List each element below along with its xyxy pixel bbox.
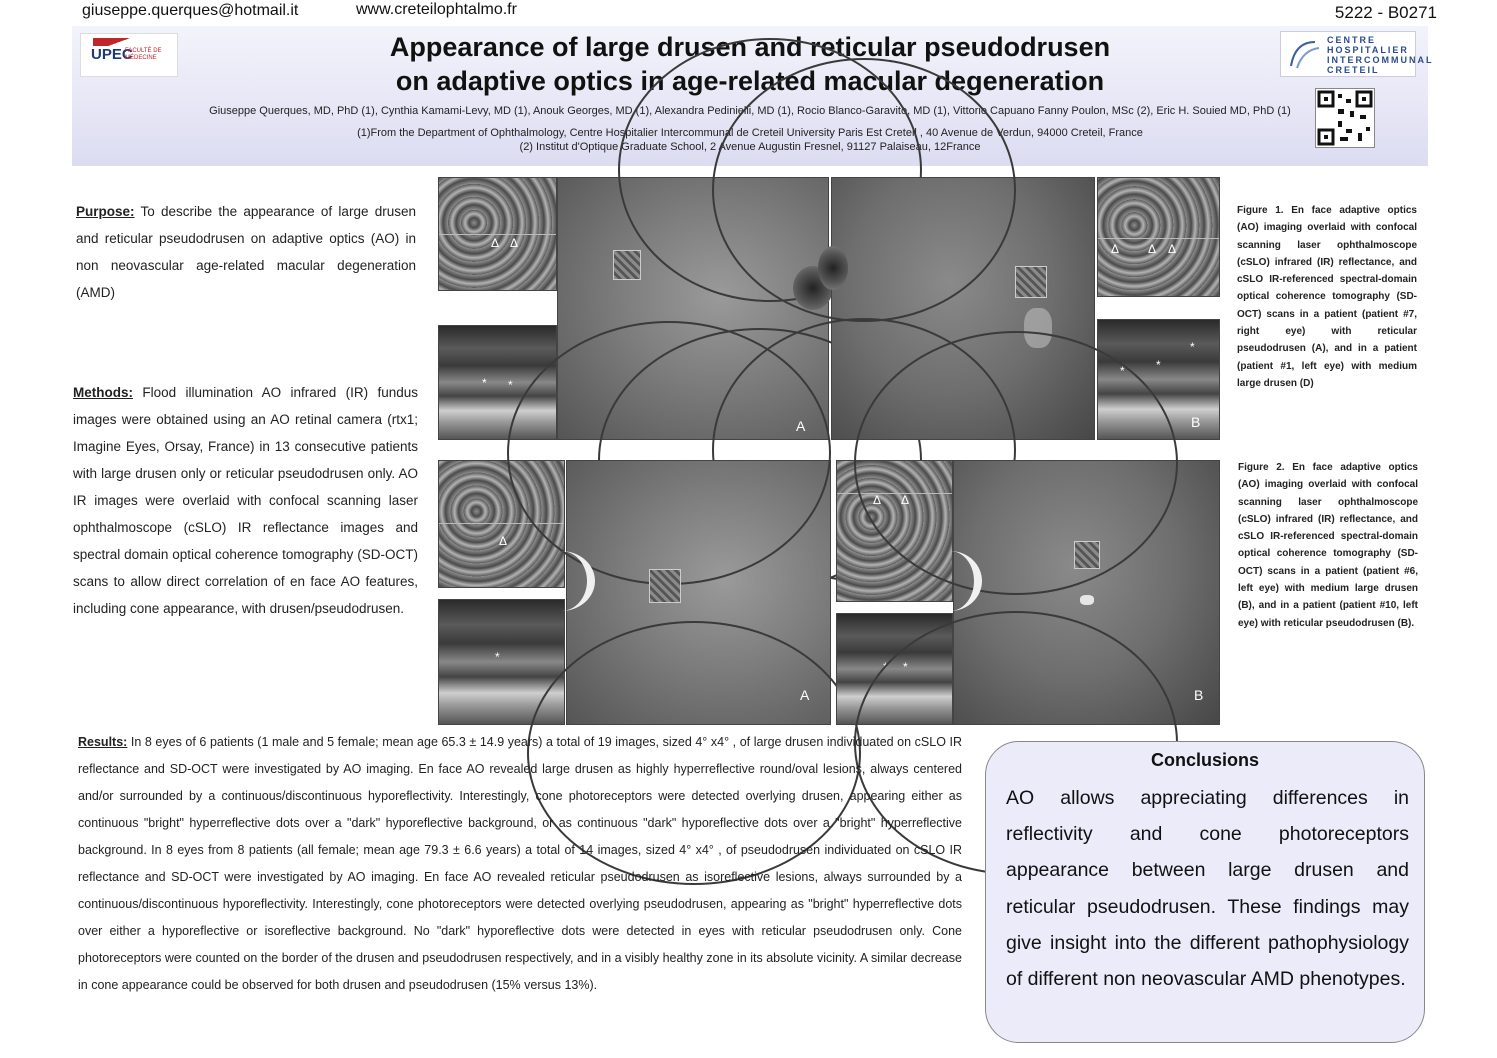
upec-logo-text: UPEC: [91, 46, 133, 63]
results-label: Results:: [78, 735, 128, 749]
asterisk-marker: *: [482, 376, 487, 390]
figure-2: [438, 460, 1220, 724]
panel-letter-b: B: [1194, 687, 1204, 703]
title-line-1: Appearance of large drusen and reticular pseudodrusen: [389, 32, 1111, 62]
asterisk-marker: *: [903, 660, 908, 674]
chic-line: HOSPITALIER: [1327, 45, 1409, 55]
retinal-vessel: [712, 58, 1016, 322]
chic-line: INTERCOMMUNAL: [1327, 55, 1434, 65]
affiliation-2: (2) Institut d'Optique Graduate School, 2 Avenue Augustin Fresnel, 91127 Palaiseau, 12France: [519, 141, 981, 153]
chic-logo-mark-icon: [1285, 36, 1323, 72]
scan-line: [439, 234, 556, 235]
asterisk-marker: *: [1190, 340, 1195, 354]
triangle-marker: Δ: [901, 493, 910, 507]
poster-id: 5222 - B0271: [1334, 3, 1437, 22]
qr-code[interactable]: [1315, 88, 1375, 148]
panel-letter-a: A: [796, 418, 806, 434]
triangle-marker: Δ: [1111, 242, 1120, 256]
triangle-marker: Δ: [510, 236, 519, 250]
optic-disc: [527, 551, 595, 611]
figure-2-caption: Figure 2. En face adaptive optics (AO) imaging overlaid with confocal scanning laser ophthalmoscope (cSLO) infrared (IR) reflectance, and cSLO IR-referenced spectral-domain optical coherence tomography (SD-OCT) scans in a patient (patient #6, left eye) with medium large drusen (B), and in a patient (patient #10, left eye) with reticular pseudodrusen (B).: [1238, 462, 1418, 629]
purpose-section: [76, 198, 416, 306]
ao-overlay-patch: [613, 250, 641, 280]
website-url[interactable]: www.creteilophtalmo.fr: [356, 1, 517, 18]
fig2a-fundus-image: [566, 460, 831, 725]
optic-disc: [818, 246, 848, 290]
chic-line: CRETEIL: [1327, 65, 1380, 75]
triangle-marker: Δ: [1148, 242, 1157, 256]
results-section: [78, 729, 962, 999]
ao-overlay-patch: [1015, 266, 1047, 298]
triangle-marker: Δ: [873, 493, 882, 507]
author-list: Giuseppe Querques, MD, PhD (1), Cynthia Kamami-Levy, MD (1), Anouk Georges, MD (1), Alexandra Pedinielli, MD (1), Rocio Blanco-Garavito, MD (1), Vittorio Capuano Fanny Poulon, MSc (2), Eric H. Souied MD, PhD (1): [209, 105, 1291, 117]
panel-letter-b: B: [1191, 414, 1201, 430]
optic-disc: [918, 551, 982, 611]
purpose-label: Purpose:: [76, 204, 135, 219]
affiliation-1: (1)From the Department of Ophthalmology, Centre Hospitalier Intercommunal de Creteil University Paris Est Creteil , 40 Avenue de Verdun, 94000 Creteil, France: [357, 127, 1143, 139]
triangle-marker: Δ: [1168, 242, 1177, 256]
purpose-text: To describe the appearance of large drusen and reticular pseudodrusen on adaptive optics (AO) in non neovascular age-related macular degeneration (AMD): [76, 204, 416, 300]
asterisk-marker: *: [495, 650, 500, 664]
chic-logo: [1280, 31, 1434, 77]
asterisk-marker: *: [1156, 358, 1161, 372]
fig2b-fundus-image: [953, 460, 1220, 725]
methods-text: Flood illumination AO infrared (IR) fundus images were obtained using an AO retinal camera (rtx1; Imagine Eyes, Orsay, France) in 13 consecutive patients with large drusen only or reticular pseudodrusen only. AO IR images were overlaid with confocal scanning laser ophthalmoscope (cSLO) IR reflectance images and spectral domain optical coherence tomography (SD-OCT) scans to allow direct correlation of en face AO features, including cone appearance, with drusen/pseudodrusen.: [73, 385, 418, 616]
ao-overlay-patch: [1074, 541, 1100, 569]
contact-email: giuseppe.querques@hotmail.it: [82, 2, 299, 19]
retinal-vessel: [507, 321, 831, 585]
retinal-vessel: [854, 331, 1178, 595]
panel-letter-a: A: [800, 687, 810, 703]
figure-1-caption: Figure 1. En face adaptive optics (AO) imaging overlaid with confocal scanning laser ophthalmoscope (cSLO) infrared (IR) reflectance, and cSLO IR-referenced spectral-domain optical coherence tomography (SD-OCT) scans in a patient (patient #7, right eye) with reticular pseudodrusen (A), and in a patient (patient #1, left eye) with medium large drusen (D): [1237, 205, 1417, 389]
conclusions-title: Conclusions: [1150, 750, 1259, 770]
chic-logo-text: [1327, 35, 1434, 75]
results-text: In 8 eyes of 6 patients (1 male and 5 female; mean age 65.3 ± 14.9 years) a total of 19 images, sized 4° x4° , of large drusen individuated on cSLO IR reflectance and SD-OCT were investigated by AO imaging. En face AO revealed large drusen as highly hyperreflective round/oval lesions, always centered and/or surrounded by a continuous/discontinuous hyporeflectivity. Interestingly, cone photoreceptors were detected overlying drusen, appearing either as continuous "bright" hyperreflective dots over a "dark" hyporeflective background, or as continuous "dark" hyporeflective dots over a "bright" hyperreflective background. In 8 eyes from 8 patients (all female; mean age 79.3 ± 6.6 years) a total of 14 images, sized 4° x4° , of pseudodrusen individuated on cSLO IR reflectance and SD-OCT were investigated by AO imaging. En face AO revealed reticular pseudodrusen as isoreflective lesions, always surrounded by a continuous/discontinuous hyporeflectivity. Interestingly, cone photoreceptors were detected overlying pseudodrusen, appearing as "bright" hyperreflective dots over either a hyporeflective or isoreflective background. No "dark" hyporeflective dots were detected in eyes with reticular pseudodrusen only. Cone photoreceptors were counted on the border of the drusen and pseudodrusen respectively, and in a visibly healthy zone in its absolute vicinity. A similar decrease in cone appearance could be observed for both drusen and pseudodrusen (15% versus 13%).: [78, 735, 962, 992]
triangle-marker: Δ: [499, 534, 508, 548]
asterisk-marker: *: [1120, 364, 1125, 378]
chic-line: CENTRE: [1327, 35, 1377, 45]
conclusions-text: AO allows appreciating differences in reflectivity and cone photoreceptors appearance between large drusen and reticular pseudodrusen. These findings may give insight into the different pathophysiology of different non neovascular AMD phenotypes.: [1006, 787, 1409, 991]
conclusions-box: [985, 741, 1425, 1043]
fig1a-ao-inset: [438, 177, 557, 291]
scan-line: [1098, 238, 1219, 239]
fig1b-ao-inset: [1097, 177, 1220, 297]
bright-lesion: [1080, 595, 1094, 605]
methods-section: [73, 379, 418, 622]
asterisk-marker: *: [508, 378, 513, 392]
ao-overlay-patch: [649, 569, 681, 603]
methods-label: Methods:: [73, 385, 133, 400]
triangle-marker: Δ: [491, 236, 500, 250]
title-line-2: on adaptive optics in age-related macular degeneration: [395, 66, 1105, 96]
upec-logo-subtext: FACULTÉ DE MÉDECINE: [125, 48, 162, 61]
asterisk-marker: *: [883, 660, 888, 674]
